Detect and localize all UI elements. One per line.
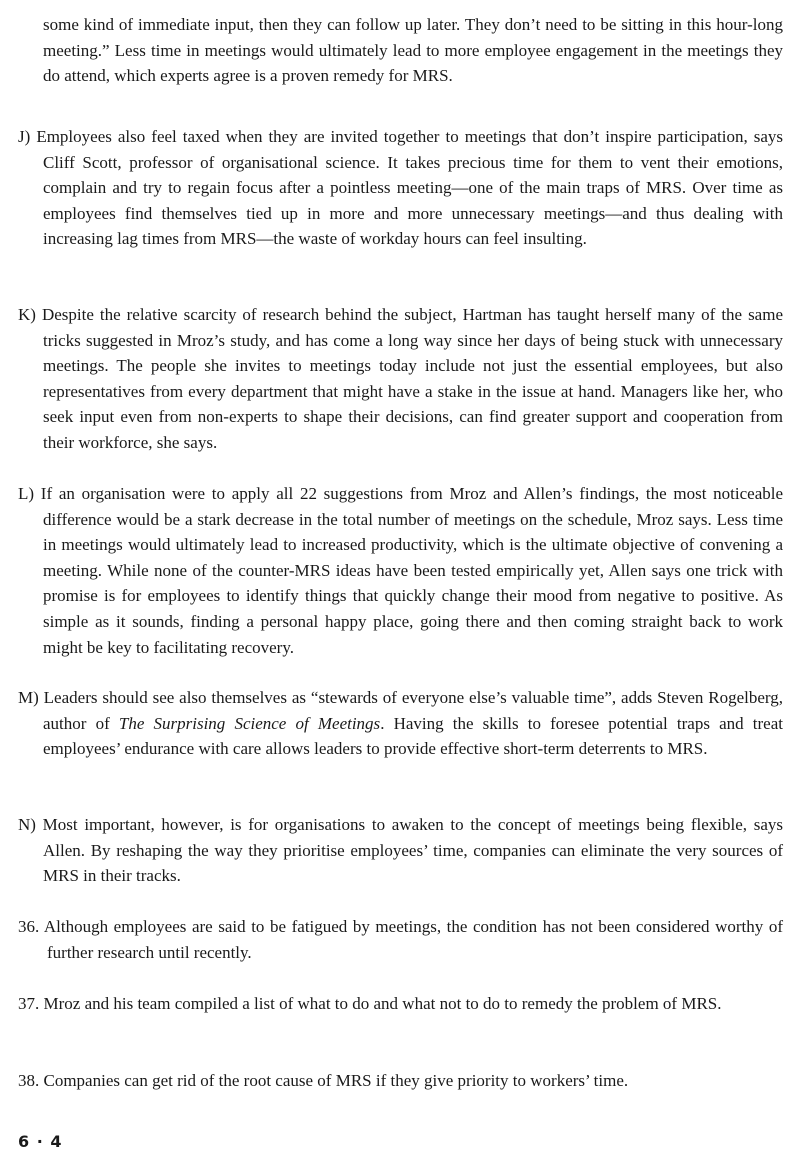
question-number: 38. <box>18 1071 40 1090</box>
paragraph-j <box>18 124 783 252</box>
paragraph-l <box>18 481 783 660</box>
paragraph-text: Employees also feel taxed when they are invited together to meetings that don’t inspire participation, says Cliff Scott, professor of organisational science. It takes precious time for them to vent their emotions, complain and try to regain focus after a pointless meeting—one of the main traps of MRS. Over time as employees find themselves tied up in more and more unnecessary meetings—and thus dealing with increasing lag times from MRS—the waste of workday hours can feel insulting. <box>36 127 784 249</box>
question-36 <box>18 914 783 965</box>
continuation-paragraph <box>18 12 783 89</box>
paragraph-text: Despite the relative scarcity of research behind the subject, Hartman has taught herself many of the same tricks suggested in Mroz’s study, and has come a long way since her days of being stuck with unnecessary meetings. The people she invites to meetings today include not just the essential employees, but also representatives from every department that might have a stake in the issue at hand. Managers like her, who seek input even from non-experts to shape their decisions, can find greater support and cooperation from their workforce, she says. <box>41 305 784 452</box>
paragraph-text-before: Leaders should see also themselves as “stewards of everyone else’s valuable time”, adds Steven Rogelberg, author of <box>43 688 783 733</box>
paragraph-text-after: . Having the skills to foresee potential traps and treat employees’ endurance with care allows leaders to provide effective short-term deterrents to MRS. <box>43 713 783 759</box>
paragraph-label: L) <box>18 484 35 503</box>
question-38 <box>18 1068 783 1094</box>
paragraph-k <box>18 302 783 456</box>
paragraph-text: If an organisation were to apply all 22 suggestions from Mroz and Allen’s findings, the most noticeable difference would be a stark decrease in the total number of meetings on the schedule, Mroz says. Less time in meetings would ultimately lead to increased productivity, which is the ultimate objective of convening a meeting. While none of the counter-MRS ideas have been tested empirically yet, Allen says one trick with promise is for employees to identify things that quickly change their mood from negative to positive. As simple as it sounds, finding a personal happy place, going there and then coming straight back to work might be key to facilitating recovery. <box>40 484 784 657</box>
question-number: 37. <box>18 994 40 1013</box>
paragraph-label: N) <box>18 815 36 834</box>
continuation-text: some kind of immediate input, then they can follow up later. They don’t need to be sitting in this hour-long meeting.” Less time in meetings would ultimately lead to more employee engagement in the meetings they do attend, which experts agree is a proven remedy for MRS. <box>43 15 783 86</box>
book-title: The Surprising Science of Meetings <box>118 713 381 733</box>
question-text: Companies can get rid of the root cause of MRS if they give priority to workers’ time. <box>43 1071 629 1090</box>
question-text: Mroz and his team compiled a list of what to do and what not to do to remedy the problem of MRS. <box>43 994 722 1013</box>
page-number: 6 · 4 <box>18 1132 63 1151</box>
paragraph-label: K) <box>18 305 36 324</box>
paragraph-m <box>18 685 783 762</box>
paragraph-label: M) <box>18 688 39 707</box>
question-37 <box>18 991 783 1017</box>
question-number: 36. <box>18 917 40 936</box>
paragraph-text: Most important, however, is for organisations to awaken to the concept of meetings being flexible, says Allen. By reshaping the way they prioritise employees’ time, companies can eliminate the very sources of MRS in their tracks. <box>42 815 784 886</box>
paragraph-n <box>18 812 783 889</box>
question-text: Although employees are said to be fatigued by meetings, the condition has not been considered worthy of further research until recently. <box>43 917 784 962</box>
paragraph-label: J) <box>18 127 31 146</box>
